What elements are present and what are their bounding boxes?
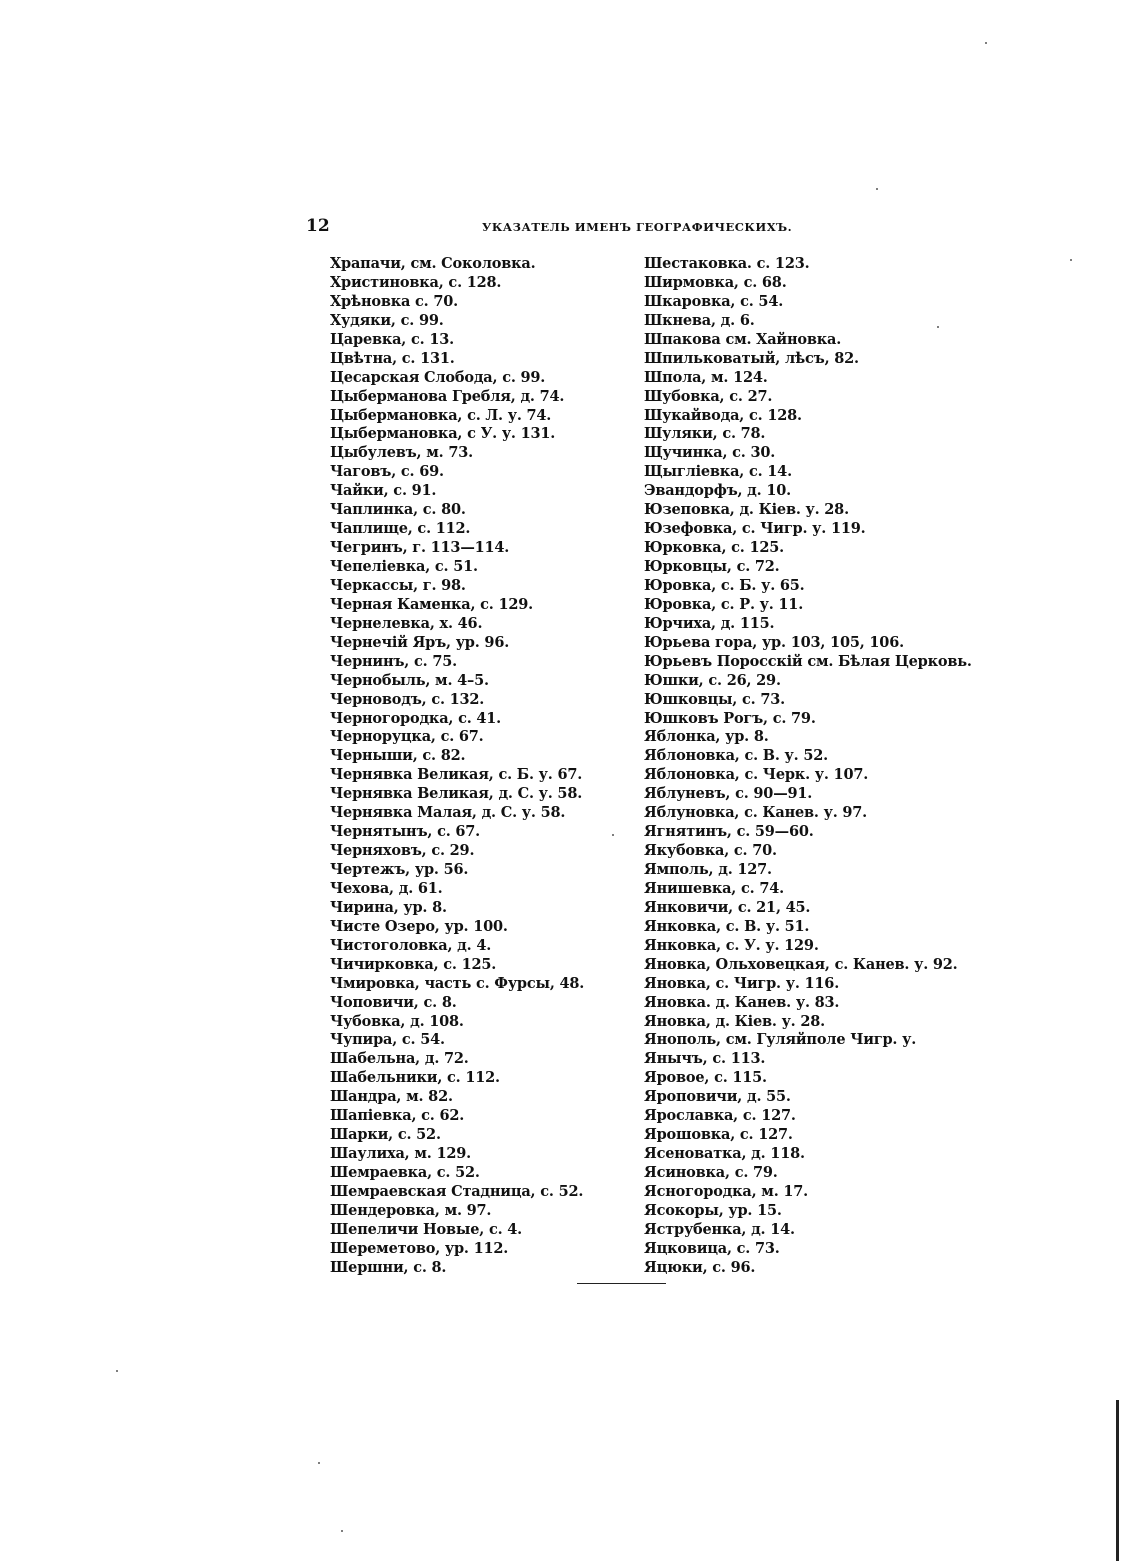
index-entry: Ясокоры, ур. 15. bbox=[644, 1201, 782, 1219]
index-entry: Цыбермановa Гребля, д. 74. bbox=[330, 387, 565, 405]
index-entry: Шарки, с. 52. bbox=[330, 1126, 441, 1144]
index-entry: Эвандорфъ, д. 10. bbox=[644, 482, 791, 500]
index-entry: Шкнева, д. 6. bbox=[644, 311, 755, 329]
index-entry: Янишевка, с. 74. bbox=[644, 879, 784, 897]
index-entry: Шендеровка, м. 97. bbox=[330, 1201, 492, 1219]
index-entry: Чоповичи, с. 8. bbox=[330, 993, 457, 1011]
index-entry: Юшковцы, с. 73. bbox=[644, 690, 785, 708]
index-entry: Шуляки, с. 78. bbox=[644, 425, 766, 443]
index-entry: Черноруцка, с. 67. bbox=[330, 728, 484, 746]
index-entry: Цыбермановка, с. Л. у. 74. bbox=[330, 406, 552, 424]
index-entry: Ширмовка, с. 68. bbox=[644, 273, 787, 291]
index-entry: Яструбенка, д. 14. bbox=[644, 1220, 795, 1238]
scan-speck bbox=[1070, 259, 1072, 261]
index-entry: Ямполь, д. 127. bbox=[644, 861, 772, 878]
index-entry: Чегринъ, г. 113—114. bbox=[330, 539, 510, 557]
index-column-right bbox=[644, 255, 972, 1278]
index-entry: Шершни, с. 8. bbox=[330, 1258, 447, 1276]
index-entry: Христиновка, с. 128. bbox=[330, 273, 502, 291]
index-entry: Черноводъ, с. 132. bbox=[330, 690, 485, 708]
index-entry: Чаплище, с. 112. bbox=[330, 520, 471, 538]
index-entry: Чмировка, часть с. Фурсы, 48. bbox=[330, 974, 585, 992]
index-entry: Шаулиха, м. 129. bbox=[330, 1145, 471, 1163]
index-entry: Янковка, с. В. у. 51. bbox=[644, 917, 810, 935]
scan-speck bbox=[318, 1462, 320, 1464]
index-entry: Ясногородка, м. 17. bbox=[644, 1182, 809, 1200]
index-entry: Чепеліевка, с. 51. bbox=[330, 558, 478, 575]
index-entry: Ярошовка, с. 127. bbox=[644, 1126, 793, 1144]
index-entry: Цыбулевъ, м. 73. bbox=[330, 444, 473, 462]
scan-speck bbox=[612, 834, 614, 836]
index-entry: Шкаровка, с. 54. bbox=[644, 292, 784, 310]
index-entry: Чичирковка, с. 125. bbox=[330, 955, 497, 973]
index-column-left bbox=[330, 255, 584, 1278]
index-entry: Чисте Озеро, ур. 100. bbox=[330, 917, 508, 935]
index-entry: Юровка, с. Р. у. 11. bbox=[644, 595, 804, 613]
index-entry: Шпакова см. Хайновка. bbox=[644, 330, 842, 348]
index-entry: Чайки, с. 91. bbox=[330, 482, 437, 500]
index-entry: Черногородка, с. 41. bbox=[330, 709, 502, 727]
index-entry: Черкассы, г. 98. bbox=[330, 576, 466, 594]
index-entry: Черняховъ, с. 29. bbox=[330, 842, 475, 860]
index-entry: Юшковъ Рогъ, с. 79. bbox=[644, 709, 816, 727]
index-entry: Шабельна, д. 72. bbox=[330, 1050, 469, 1068]
index-entry: Щыгліевка, с. 14. bbox=[644, 463, 792, 481]
index-entry: Шереметово, ур. 112. bbox=[330, 1239, 509, 1257]
index-entry: Яблуневъ, с. 90—91. bbox=[644, 785, 813, 803]
index-entry: Яровое, с. 115. bbox=[644, 1069, 767, 1087]
index-entry: Царевка, с. 13. bbox=[330, 330, 454, 348]
scan-speck bbox=[876, 188, 878, 190]
index-entry: Хрѣновка с. 70. bbox=[330, 292, 459, 310]
index-entry: Шукайвода, с. 128. bbox=[644, 406, 802, 424]
scan-speck bbox=[341, 1530, 343, 1532]
index-entry: Шандра, м. 82. bbox=[330, 1088, 453, 1106]
index-entry: Чаплинка, с. 80. bbox=[330, 501, 466, 519]
scan-speck bbox=[985, 42, 987, 44]
index-entry: Цвѣтна, с. 131. bbox=[330, 349, 455, 367]
index-entry: Чертежъ, ур. 56. bbox=[330, 861, 469, 878]
index-entry: Яновка, с. Чигр. у. 116. bbox=[644, 974, 840, 992]
index-entry: Янычъ, с. 113. bbox=[644, 1050, 766, 1068]
scan-speck bbox=[937, 326, 939, 328]
index-entry: Юрчиха, д. 115. bbox=[644, 614, 775, 632]
index-entry: Шубовка, с. 27. bbox=[644, 387, 773, 405]
index-entry: Яблоновка, с. В. у. 52. bbox=[644, 747, 828, 765]
index-entry: Юшки, с. 26, 29. bbox=[644, 671, 781, 689]
index-entry: Чернявка Великая, д. С. у. 58. bbox=[330, 785, 583, 803]
index-entry: Черныши, с. 82. bbox=[330, 747, 466, 765]
index-entry: Юзефовка, с. Чигр. у. 119. bbox=[644, 520, 866, 538]
scan-speck bbox=[116, 1370, 118, 1372]
index-entry: Яроповичи, д. 55. bbox=[644, 1088, 791, 1106]
index-entry: Чернечій Яръ, ур. 96. bbox=[330, 633, 510, 651]
index-entry: Чупира, с. 54. bbox=[330, 1031, 445, 1049]
index-entry: Чернелевка, х. 46. bbox=[330, 614, 483, 632]
index-entry: Ярославка, с. 127. bbox=[644, 1107, 796, 1125]
index-entry: Чернятынъ, с. 67. bbox=[330, 823, 481, 841]
index-entry: Чистоголовка, д. 4. bbox=[330, 936, 492, 954]
index-entry: Яновка, д. Кіев. у. 28. bbox=[644, 1012, 825, 1030]
index-entry: Чернявка Великая, с. Б. у. 67. bbox=[330, 766, 583, 784]
index-entry: Чирина, ур. 8. bbox=[330, 898, 447, 916]
index-entry: Шабельники, с. 112. bbox=[330, 1069, 500, 1087]
index-entry: Яблуновка, с. Канев. у. 97. bbox=[644, 804, 868, 822]
index-entry: Шестаковка. с. 123. bbox=[644, 255, 810, 272]
page-number: 12 bbox=[306, 216, 330, 236]
index-entry: Юрьева гора, ур. 103, 105, 106. bbox=[644, 633, 904, 651]
index-entry: Чубовка, д. 108. bbox=[330, 1012, 464, 1030]
index-entry: Ягнятинъ, с. 59—60. bbox=[644, 823, 814, 841]
index-entry: Шемраевка, с. 52. bbox=[330, 1164, 480, 1181]
index-entry: Яцковица, с. 73. bbox=[644, 1239, 780, 1257]
index-entry: Юрковцы, с. 72. bbox=[644, 558, 780, 575]
scan-edge-mark bbox=[1116, 1400, 1119, 1561]
index-entry: Шемраевская Стадница, с. 52. bbox=[330, 1182, 584, 1200]
index-entry: Шепеличи Новые, с. 4. bbox=[330, 1220, 523, 1238]
index-entry: Якубовка, с. 70. bbox=[644, 842, 777, 860]
index-entry: Чернявка Малая, д. С. у. 58. bbox=[330, 804, 566, 822]
index-entry: Яблоновка, с. Черк. у. 107. bbox=[644, 766, 869, 784]
index-entry: Ясеноватка, д. 118. bbox=[644, 1145, 805, 1163]
index-entry: Чехова, д. 61. bbox=[330, 879, 443, 897]
index-entry: Черная Каменка, с. 129. bbox=[330, 595, 533, 613]
end-rule bbox=[577, 1283, 666, 1284]
index-entry: Юрьевъ Поросскій см. Бѣлая Церковь. bbox=[644, 652, 972, 670]
index-entry: Юрковка, с. 125. bbox=[644, 539, 785, 557]
index-entry: Янковичи, с. 21, 45. bbox=[644, 898, 811, 916]
index-entry: Янополь, см. Гуляйполе Чигр. у. bbox=[644, 1031, 917, 1049]
index-entry: Чаговъ, с. 69. bbox=[330, 463, 444, 481]
index-entry: Цесарская Слобода, с. 99. bbox=[330, 368, 546, 386]
index-entry: Юзеповка, д. Кіев. у. 28. bbox=[644, 501, 849, 519]
running-title: УКАЗАТЕЛЬ ИМЕНЪ ГЕОГРАФИЧЕСКИХЪ. bbox=[482, 220, 793, 234]
index-entry: Янковка, с. У. у. 129. bbox=[644, 936, 819, 954]
index-entry: Чернинъ, с. 75. bbox=[330, 652, 457, 670]
index-entry: Юровка, с. Б. у. 65. bbox=[644, 576, 805, 594]
index-entry: Яблонка, ур. 8. bbox=[644, 728, 769, 746]
index-entry: Шпола, м. 124. bbox=[644, 368, 768, 386]
index-entry: Яновка. д. Канев. у. 83. bbox=[644, 993, 840, 1011]
index-entry: Ясиновка, с. 79. bbox=[644, 1164, 778, 1181]
index-entry: Худяки, с. 99. bbox=[330, 311, 444, 329]
index-entry: Чернобыль, м. 4–5. bbox=[330, 671, 489, 689]
index-entry: Яновка, Ольховецкая, с. Канев. у. 92. bbox=[644, 955, 958, 973]
index-entry: Щучинка, с. 30. bbox=[644, 444, 776, 462]
index-entry: Шапіевка, с. 62. bbox=[330, 1107, 465, 1125]
index-entry: Яцюки, с. 96. bbox=[644, 1258, 756, 1276]
index-entry: Цыбермановка, с У. у. 131. bbox=[330, 425, 556, 443]
index-entry: Шпильковатый, лѣсъ, 82. bbox=[644, 349, 859, 367]
index-entry: Храпачи, см. Соколовка. bbox=[330, 255, 536, 272]
